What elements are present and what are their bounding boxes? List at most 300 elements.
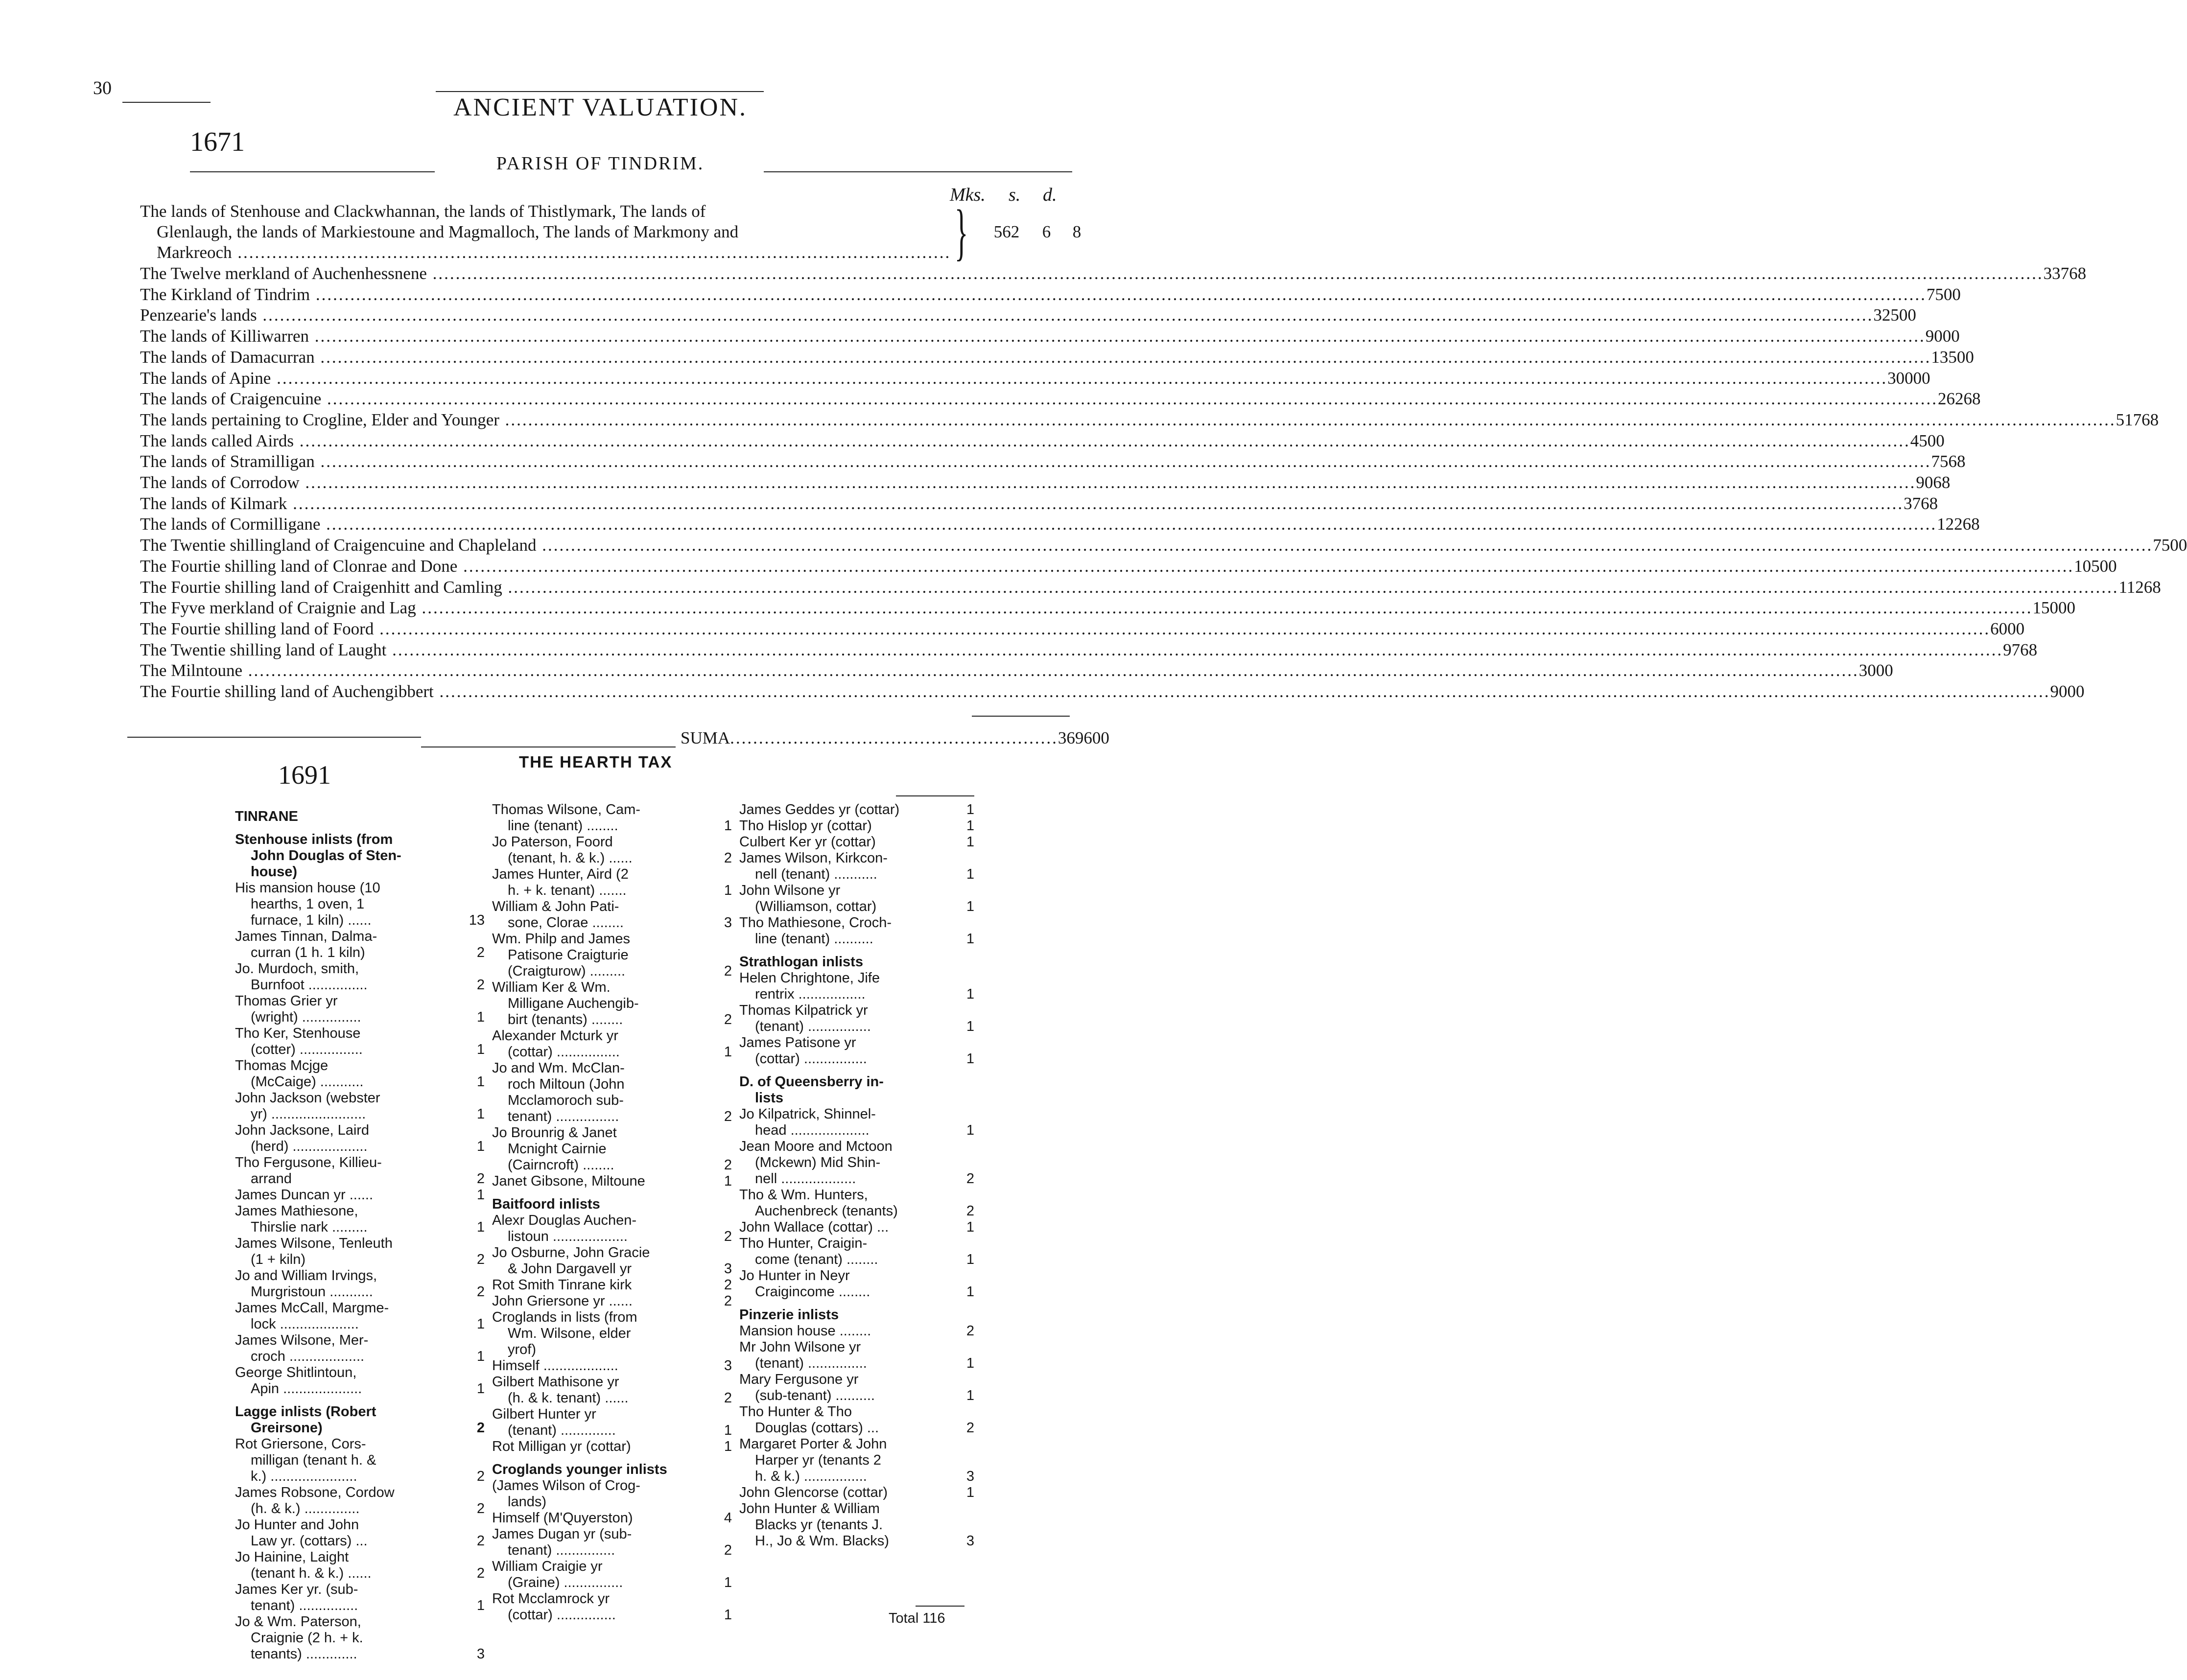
- entry-line: Croglands in lists (from: [492, 1309, 637, 1325]
- hearth-entry: [492, 1173, 732, 1190]
- divider: [764, 171, 1072, 172]
- entry-line: Jo Hunter and John: [235, 1517, 359, 1533]
- entry-line: (Williamson, cottar): [755, 899, 877, 914]
- valuation-entry: [140, 681, 2085, 702]
- entry-d: 0: [1922, 368, 1930, 388]
- entry-line: William Ker & Wm.: [492, 980, 611, 995]
- hearth-entry: [235, 1026, 485, 1058]
- hearth-entry: [492, 1406, 732, 1439]
- entry-line: Glenlaugh, the lands of Markiestoune and Magmalloch, The lands of Markmony and: [157, 222, 739, 241]
- suma-s: 0: [1092, 728, 1101, 747]
- entry-s: 0: [1899, 305, 1908, 325]
- valuation-entry: [140, 472, 1951, 493]
- entry-line: James Ker yr. (sub-: [235, 1582, 358, 1597]
- hearth-count: 2: [966, 1323, 974, 1339]
- hearth-entry: [739, 1501, 974, 1549]
- entry-line: John Wilsone yr: [739, 883, 841, 898]
- entry-line: Tho Hunter & Tho: [739, 1404, 852, 1420]
- entry-s: 6: [1963, 389, 1973, 409]
- entry-line: William & John Pati-: [492, 899, 619, 914]
- entry-d: 8: [1971, 514, 1980, 534]
- hearth-count: 1: [966, 802, 974, 817]
- hearth-entry: [492, 1125, 732, 1173]
- hearth-entry: [492, 1439, 732, 1455]
- entry-line: (cotter) ................: [251, 1042, 363, 1057]
- hearth-entry: [739, 1106, 974, 1139]
- hearth-count: 2: [476, 1565, 485, 1581]
- entry-line: Tho & Wm. Hunters,: [739, 1187, 868, 1203]
- hearth-count: 1: [966, 931, 974, 947]
- entry-line: Jean Moore and Mctoon: [739, 1139, 893, 1154]
- entry-line: milligan (tenant h. &: [251, 1452, 376, 1468]
- hearth-entry: [492, 1028, 732, 1060]
- hearth-count: 2: [966, 1420, 974, 1436]
- entry-line: curran (1 h. 1 kiln): [251, 945, 365, 960]
- hearth-count: 4: [724, 1510, 732, 1526]
- entry-line: (tenant) ................: [755, 1019, 871, 1034]
- entry-line: Mary Fergusone yr: [739, 1372, 859, 1387]
- hearth-count: 2: [476, 1420, 485, 1436]
- hearth-count: 1: [724, 1439, 732, 1454]
- valuation-entry: [140, 598, 2075, 619]
- hearth-entry: [235, 993, 485, 1026]
- entry-line: James Tinnan, Dalma-: [235, 929, 377, 944]
- entry-text: The lands of Craigencuine .....: [140, 389, 1938, 410]
- entry-s: 0: [2058, 598, 2067, 618]
- hearth-count: 1: [966, 834, 974, 850]
- hearth-entry: [739, 1139, 974, 1187]
- entry-line: James Mathiesone,: [235, 1203, 358, 1219]
- entry-line: house): [251, 864, 298, 880]
- valuation-entry: [140, 347, 1974, 368]
- entry-mks: 105: [2074, 556, 2100, 576]
- entry-line: line (tenant) ..........: [755, 931, 873, 947]
- entry-line: tenant) ...............: [508, 1542, 615, 1558]
- valuation-list: [140, 197, 2187, 702]
- hearth-count: 1: [966, 1355, 974, 1371]
- entry-line: h. + k. tenant) .......: [508, 883, 627, 898]
- section-heading: [739, 954, 974, 970]
- hearth-count: 2: [724, 1229, 732, 1244]
- entry-s: 6: [1933, 473, 1942, 492]
- entry-line: h. & k.) ................: [755, 1469, 867, 1484]
- entry-line: croch ...................: [251, 1349, 365, 1364]
- total: Total 116: [889, 1610, 945, 1626]
- entry-mks: 135: [1931, 347, 1957, 367]
- hearth-count: 2: [724, 1277, 732, 1293]
- hearth-count: 1: [476, 1349, 485, 1364]
- entry-d: 0: [2076, 682, 2085, 701]
- entry-d: 8: [1956, 452, 1966, 471]
- entry-line: James Geddes yr (cottar): [739, 802, 900, 817]
- hearth-count: 1: [966, 1485, 974, 1500]
- entry-text: The Fourtie shilling land of Clonrae and Done .....: [140, 556, 2074, 577]
- entry-d: 0: [2067, 598, 2075, 618]
- entry-line: John Griersone yr ......: [492, 1293, 633, 1309]
- entry-text: The lands of Corrodow .....: [140, 472, 1916, 493]
- entry-line: Craignie (2 h. + k.: [251, 1630, 363, 1646]
- hearth-entry: [739, 1485, 974, 1501]
- hearth-count: 1: [724, 1423, 732, 1438]
- entry-line: (tenant) ..............: [508, 1423, 616, 1438]
- valuation-entry: [140, 410, 2159, 431]
- entry-line: Tho Hunter, Craigin-: [739, 1236, 868, 1251]
- entry-line: Tho Ker, Stenhouse: [235, 1026, 361, 1041]
- entry-line: Patisone Craigturie: [508, 947, 629, 963]
- valuation-entry: [140, 535, 2187, 556]
- section-heading: [492, 1196, 732, 1213]
- hearth-entry: [492, 802, 732, 834]
- entry-text: The Fyve merkland of Craignie and Lag .....: [140, 598, 2032, 619]
- hearth-count: 3: [724, 1261, 732, 1277]
- entry-line: (tenant h. & k.) ......: [251, 1565, 372, 1581]
- entry-line: Thomas Mcjge: [235, 1058, 329, 1073]
- entry-line: Rot Mcclamrock yr: [492, 1591, 610, 1607]
- entry-line: (cottar) ...............: [508, 1607, 616, 1623]
- entry-line: William Craigie yr: [492, 1559, 603, 1574]
- hearth-count: 1: [966, 866, 974, 882]
- section-heading: [235, 1404, 485, 1436]
- hearth-count: 1: [476, 1042, 485, 1057]
- entry-s: 6: [2143, 577, 2153, 597]
- entry-s: 6: [1948, 452, 1957, 471]
- hearth-entry: [739, 1323, 974, 1339]
- entry-line: James Wilsone, Mer-: [235, 1332, 369, 1348]
- hearth-entry: [235, 1436, 485, 1485]
- entry-line: (tenant) ...............: [755, 1355, 867, 1371]
- entry-line: Alexr Douglas Auchen-: [492, 1213, 636, 1228]
- hearth-entry: [739, 1236, 974, 1268]
- parish-title: PARISH OF TINDRIM.: [496, 153, 705, 174]
- entry-line: tenant) ................: [508, 1109, 619, 1124]
- hearth-count: 1: [966, 986, 974, 1002]
- hearth-count: 2: [724, 1109, 732, 1124]
- entry-line: John Jacksone, Laird: [235, 1122, 370, 1138]
- hearth-entry: [739, 970, 974, 1003]
- entry-d: 8: [2077, 264, 2087, 283]
- hearth-count: 1: [476, 1381, 485, 1397]
- hearth-count: 1: [724, 1575, 732, 1590]
- entry-line: Lagge inlists (Robert: [235, 1404, 376, 1420]
- entry-line: lands): [508, 1494, 546, 1510]
- entry-d: 8: [2028, 640, 2038, 659]
- entry-d: 8: [1972, 389, 1981, 409]
- entry-line: Wm. Wilsone, elder: [508, 1326, 631, 1341]
- entry-line: Thomas Wilsone, Cam-: [492, 802, 640, 817]
- hearth-count: 1: [476, 1074, 485, 1090]
- entry-line: Jo. Murdoch, smith,: [235, 961, 359, 977]
- entry-line: Jo & Wm. Paterson,: [235, 1614, 361, 1630]
- entry-mks: 75: [1926, 284, 1944, 304]
- entry-line: Rot Smith Tinrane kirk: [492, 1277, 632, 1293]
- hearth-count: 3: [724, 915, 732, 931]
- entry-mks: 30: [1858, 661, 1876, 680]
- entry-line: Tho Fergusone, Killieu-: [235, 1155, 382, 1170]
- divider: [436, 91, 764, 92]
- entry-line: (Cairncroft) ........: [508, 1157, 614, 1173]
- entry-line: (Graine) ...............: [508, 1575, 623, 1590]
- entry-line: Croglands younger inlists: [492, 1462, 667, 1477]
- hearth-count: 1: [476, 1219, 485, 1235]
- hearth-entry: [492, 931, 732, 980]
- valuation-entry: [140, 431, 1945, 452]
- hearth-entry: [739, 1219, 974, 1236]
- entry-line: John Douglas of Sten-: [251, 848, 401, 863]
- entry-text: Penzearie's lands .....: [140, 305, 1873, 326]
- hearth-entry: [235, 1268, 485, 1300]
- hearth-count: 1: [724, 883, 732, 898]
- hearth-count: 2: [476, 977, 485, 993]
- hearth-entry: [492, 1293, 732, 1309]
- entry-line: Alexander Mcturk yr: [492, 1028, 618, 1044]
- hearth-entry: [492, 899, 732, 931]
- entry-line: Thirslie nark .........: [251, 1219, 368, 1235]
- hearth-entry: [235, 1090, 485, 1122]
- entry-line: Milligane Auchengib-: [508, 996, 639, 1011]
- entry-s: 0: [1956, 347, 1966, 367]
- hearth-count: 1: [966, 1284, 974, 1300]
- entry-mks: 262: [1938, 389, 1964, 409]
- entry-s: 0: [1942, 327, 1952, 346]
- hearth-count: 1: [966, 1219, 974, 1235]
- entry-line: (Craigturow) .........: [508, 963, 626, 979]
- hearth-entry: [739, 1372, 974, 1404]
- hearth-entry: [492, 1358, 732, 1374]
- hearth-count: 2: [724, 1542, 732, 1558]
- entry-line: D. of Queensberry in-: [739, 1074, 884, 1090]
- hearth-count: 1: [724, 1173, 732, 1189]
- entry-line: Himself (M'Quyerston): [492, 1510, 633, 1526]
- entry-line: (cottar) ................: [508, 1044, 620, 1060]
- year-heading-1671: 1671: [190, 127, 245, 157]
- entry-line: James Robsone, Cordow: [235, 1485, 395, 1500]
- entry-line: Gilbert Hunter yr: [492, 1406, 596, 1422]
- suma-row: SUMA......................................................... 3696 0 0: [681, 728, 1109, 747]
- entry-line: Wm. Philp and James: [492, 931, 631, 947]
- entry-d: 8: [1929, 493, 1938, 513]
- section-heading: [492, 1462, 732, 1478]
- entry-line: Helen Chrightone, Jife: [739, 970, 880, 986]
- hearth-count: 2: [476, 945, 485, 960]
- hearth-count: 1: [476, 1187, 485, 1203]
- entry-s: 0: [1927, 431, 1936, 450]
- hearth-count: 1: [966, 1051, 974, 1067]
- hearth-count: 2: [966, 1171, 974, 1187]
- entry-line: k.) ......................: [251, 1469, 357, 1484]
- entry-d: 0: [1952, 284, 1961, 304]
- entry-mks: 37: [1904, 493, 1921, 513]
- entry-line: Gilbert Mathisone yr: [492, 1374, 619, 1390]
- hearth-entry: [235, 961, 485, 993]
- entry-line: lock ....................: [251, 1316, 359, 1332]
- valuation-entry-multi: The lands of Stenhouse and Clackwhannan, the lands of Thistlymark, The lands of Glenlaugh, the lands of Markiestoune and Magmalloch, The lands of Markmony and Markreoch ............................................................................................................................ } 562 6 8: [140, 197, 1082, 267]
- hearth-entry: [235, 1155, 485, 1187]
- hearth-entry: [492, 980, 732, 1028]
- hearth-count: 1: [966, 1388, 974, 1403]
- entry-line: Apin ....................: [251, 1381, 362, 1397]
- hearth-count: 1: [476, 1598, 485, 1613]
- entry-s: 0: [2007, 619, 2016, 638]
- entry-text: The Twelve merkland of Auchenhessnene .....: [140, 263, 2044, 284]
- entry-line: Greirsone): [251, 1420, 323, 1436]
- hearth-entry: [492, 1559, 732, 1591]
- divider: [972, 716, 1070, 717]
- entry-s: 0: [1913, 368, 1922, 388]
- hearth-count: 2: [476, 1171, 485, 1187]
- entry-s: 6: [2069, 264, 2078, 283]
- entry-line: Burnfoot ...............: [251, 977, 368, 993]
- hearth-entry: [739, 1003, 974, 1035]
- entry-line: (1 + kiln): [251, 1252, 306, 1267]
- entry-line: Blacks yr (tenants J.: [755, 1517, 883, 1533]
- hearth-entry: [739, 1436, 974, 1485]
- entry-d: 0: [1965, 347, 1974, 367]
- entry-d: 0: [2108, 556, 2117, 576]
- entry-line: Jo Paterson, Foord: [492, 834, 613, 850]
- entry-line: Himself ...................: [492, 1358, 618, 1374]
- hearth-column-2: [492, 802, 732, 1623]
- entry-line: (h. & k. tenant) ......: [508, 1390, 629, 1406]
- hearth-count: 1: [966, 1122, 974, 1138]
- entry-mks: 75: [1931, 452, 1949, 471]
- entry-line: John Glencorse (cottar): [739, 1485, 888, 1500]
- valuation-entry: [140, 263, 2087, 284]
- hearth-entry: [492, 1277, 732, 1293]
- section-heading: [739, 1074, 974, 1106]
- hearth-entry: [739, 1404, 974, 1436]
- hearth-count: 1: [724, 1044, 732, 1060]
- entry-s: 6: [1042, 222, 1051, 241]
- valuation-entry: [140, 493, 1938, 514]
- entry-d: 8: [1941, 473, 1951, 492]
- hearth-count: 1: [966, 1252, 974, 1267]
- entry-line: lists: [755, 1090, 784, 1106]
- entry-line: Culbert Ker yr (cottar): [739, 834, 876, 850]
- hearth-count: 2: [724, 1390, 732, 1406]
- hearth-count: 2: [476, 1533, 485, 1549]
- entry-line: (cottar) ................: [755, 1051, 867, 1067]
- hearth-entry: [235, 1203, 485, 1236]
- valuation-entry: [140, 660, 1893, 681]
- hearth-count: 3: [724, 1358, 732, 1374]
- entry-line: Janet Gibsone, Miltoune: [492, 1173, 645, 1189]
- column-header-d: d.: [1043, 185, 1057, 205]
- hearth-entry: [235, 1122, 485, 1155]
- entry-line: (tenant, h. & k.) ......: [508, 850, 633, 866]
- entry-line: tenants) .............: [251, 1646, 357, 1662]
- valuation-entry: [140, 284, 1961, 305]
- entry-line: Murgristoun ...........: [251, 1284, 373, 1300]
- hearth-column-1: [235, 802, 485, 1662]
- hearth-column-3: [739, 802, 974, 1549]
- entry-line: Craigincome ........: [755, 1284, 870, 1300]
- valuation-entry: [140, 368, 1930, 389]
- hearth-count: 1: [476, 1139, 485, 1154]
- entry-text: The lands pertaining to Crogline, Elder and Younger .....: [140, 410, 2116, 431]
- entry-line: birt (tenants) ........: [508, 1012, 623, 1027]
- hearth-entry: [492, 1510, 732, 1526]
- entry-text: The Twentie shillingland of Craigencuine and Chapleland .....: [140, 535, 2153, 556]
- hearth-count: 2: [724, 1157, 732, 1173]
- entry-text: The lands of Cormilligane .....: [140, 514, 1937, 535]
- entry-s: 6: [1921, 493, 1929, 513]
- hearth-count: 1: [966, 1019, 974, 1034]
- entry-mks: 45: [1910, 431, 1928, 450]
- entry-d: 0: [1884, 661, 1893, 680]
- entry-line: rentrix .................: [755, 986, 866, 1002]
- page-title: ANCIENT VALUATION.: [453, 93, 747, 121]
- entry-text: The lands of Stramilligan .....: [140, 451, 1931, 472]
- entry-line: James McCall, Margme-: [235, 1300, 389, 1316]
- entry-line: Jo Hunter in Neyr: [739, 1268, 850, 1283]
- entry-line: (sub-tenant) ..........: [755, 1388, 875, 1403]
- hearth-count: 1: [476, 1106, 485, 1122]
- entry-mks: 75: [2153, 536, 2170, 555]
- hearth-entry: [492, 1374, 732, 1406]
- entry-line: (h. & k.) ..............: [251, 1501, 360, 1517]
- entry-mks: 97: [2003, 640, 2021, 659]
- entry-line: Rot Griersone, Cors-: [235, 1436, 366, 1452]
- hearth-entry: [235, 1517, 485, 1549]
- entry-text: The lands of Killiwarren .....: [140, 326, 1926, 347]
- entry-line: John Wallace (cottar) ...: [739, 1219, 889, 1235]
- entry-line: James Wilson, Kirkcon-: [739, 850, 888, 866]
- year-heading-1691: 1691: [278, 760, 331, 790]
- divider: [916, 1606, 964, 1607]
- entry-d: 8: [1072, 222, 1082, 241]
- valuation-entry: [140, 577, 2161, 598]
- valuation-entry: [140, 514, 1980, 535]
- suma-label: SUMA: [681, 728, 730, 747]
- entry-line: (Mckewn) Mid Shin-: [755, 1155, 881, 1170]
- entry-text: The Twentie shilling land of Laught .....: [140, 640, 2003, 661]
- entry-line: Jo Hainine, Laight: [235, 1549, 349, 1565]
- hearth-entry: [492, 1478, 732, 1510]
- entry-s: 6: [2020, 640, 2029, 659]
- entry-line: nell (tenant) ...........: [755, 866, 877, 882]
- entry-mks: 60: [1990, 619, 2008, 638]
- hearth-entry: [235, 1365, 485, 1397]
- hearth-count: 2: [724, 850, 732, 866]
- entry-d: 8: [2152, 577, 2161, 597]
- page-number: 30: [93, 78, 112, 98]
- divider: [896, 795, 974, 796]
- hearth-count: 2: [724, 1012, 732, 1027]
- entry-line: James Duncan yr ......: [235, 1187, 374, 1203]
- entry-line: yrof): [508, 1342, 536, 1357]
- entry-mks: 517: [2116, 410, 2142, 429]
- valuation-entry: [140, 640, 2038, 661]
- hearth-entry: [492, 1309, 732, 1358]
- entry-line: tenant) ...............: [251, 1598, 358, 1613]
- entry-line: Margaret Porter & John: [739, 1436, 887, 1452]
- entry-s: 0: [1876, 661, 1885, 680]
- entry-line: hearths, 1 oven, 1: [251, 896, 365, 912]
- entry-line: head ....................: [755, 1122, 870, 1138]
- hearth-count: 2: [476, 1252, 485, 1267]
- hearth-count: 3: [966, 1469, 974, 1484]
- entry-line: Auchenbreck (tenants): [755, 1203, 898, 1219]
- hearth-entry: [739, 1339, 974, 1372]
- hearth-entry: [492, 1526, 732, 1559]
- entry-mks: 90: [2050, 682, 2068, 701]
- valuation-entry: [140, 326, 1960, 347]
- entry-mks: 122: [1937, 514, 1963, 534]
- entry-mks: 325: [1873, 305, 1899, 325]
- hearth-entry: [739, 1268, 974, 1300]
- entry-line: Douglas (cottars) ...: [755, 1420, 879, 1436]
- hearth-count: 1: [724, 1607, 732, 1623]
